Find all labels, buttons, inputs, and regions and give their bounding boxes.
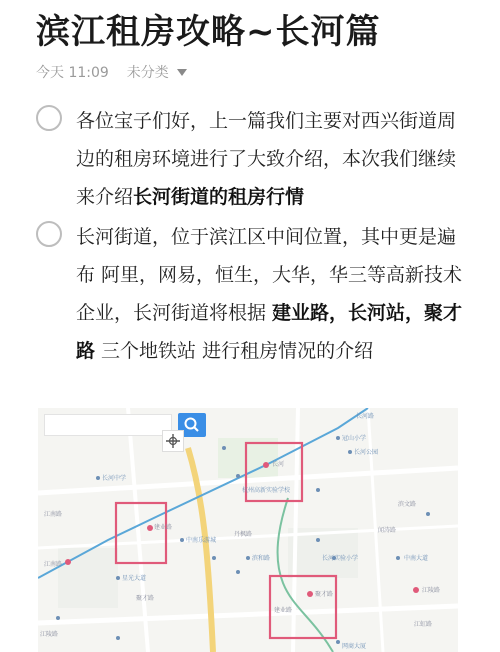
map-locate-button[interactable]	[162, 430, 184, 452]
station-marker	[263, 462, 269, 468]
map-image	[38, 408, 458, 652]
article-title: 滨江租房攻略~长河篇	[36, 12, 381, 52]
station-label: 江南路	[44, 561, 63, 568]
article-time: 今天 11:09	[36, 65, 109, 81]
station-label: 聚才路	[315, 591, 334, 598]
station-marker	[65, 559, 71, 565]
poi-label: 滨文路	[398, 501, 417, 508]
todo-item	[36, 102, 476, 216]
poi-label: 杭州高新实验学校	[242, 487, 291, 494]
article-meta	[36, 62, 187, 82]
station-label: 建业路	[154, 524, 173, 531]
poi-label: 星光大道	[122, 575, 147, 582]
poi-label: 冠山小学	[342, 435, 367, 442]
station-marker	[147, 525, 153, 531]
checkbox-circle-icon[interactable]	[36, 221, 62, 247]
poi-label: 江陵路	[40, 631, 59, 638]
poi-label: 丹枫路	[234, 531, 253, 538]
map-search-box[interactable]	[44, 414, 172, 436]
todo-text	[76, 102, 474, 216]
poi-label: 长河公园	[354, 449, 379, 456]
poi-label: 江南路	[44, 511, 63, 518]
poi-label: 长河路	[356, 413, 375, 420]
todo-text-part: 各位宝子们好，上一篇我们主要对西兴街道周边的租房环境进行了大致介绍，本次我们继续来介绍	[76, 110, 457, 208]
category-dropdown[interactable]	[127, 62, 187, 82]
poi-label: 聚才路	[136, 595, 155, 602]
todo-item	[36, 218, 476, 370]
todo-text-bold: 建业路，长河站，聚才路	[76, 302, 463, 362]
poi-label: 建业路	[274, 607, 293, 614]
poi-label: 闻涛路	[378, 527, 397, 534]
poi-label: 网商大厦	[342, 643, 367, 650]
category-label: 未分类	[126, 65, 169, 81]
poi-label: 中南乐游城	[186, 537, 217, 544]
station-label: 江陵路	[422, 587, 441, 594]
locate-icon	[163, 431, 183, 451]
poi-label: 长河中学	[102, 475, 127, 482]
todo-text-part: 三个地铁站 进行租房情况的介绍	[95, 340, 374, 362]
station-marker	[413, 587, 419, 593]
chevron-down-icon	[177, 69, 187, 76]
poi-label: 中南大道	[404, 555, 429, 562]
poi-label: 长河实验小学	[322, 555, 359, 562]
station-marker	[307, 591, 313, 597]
poi-label: 江虹路	[414, 621, 433, 628]
map-canvas	[38, 408, 458, 652]
todo-text-bold: 长河街道的租房行情	[133, 186, 305, 208]
poi-label: 滨和路	[252, 555, 271, 562]
todo-text-part: 长河街道，位于滨江区中间位置，其中更是遍布 阿里，网易，恒生，大华，华三等高新技术企业，长河街道将根据	[76, 226, 463, 324]
station-label: 长河	[272, 461, 285, 468]
todo-text	[76, 218, 474, 370]
checkbox-circle-icon[interactable]	[36, 105, 62, 131]
